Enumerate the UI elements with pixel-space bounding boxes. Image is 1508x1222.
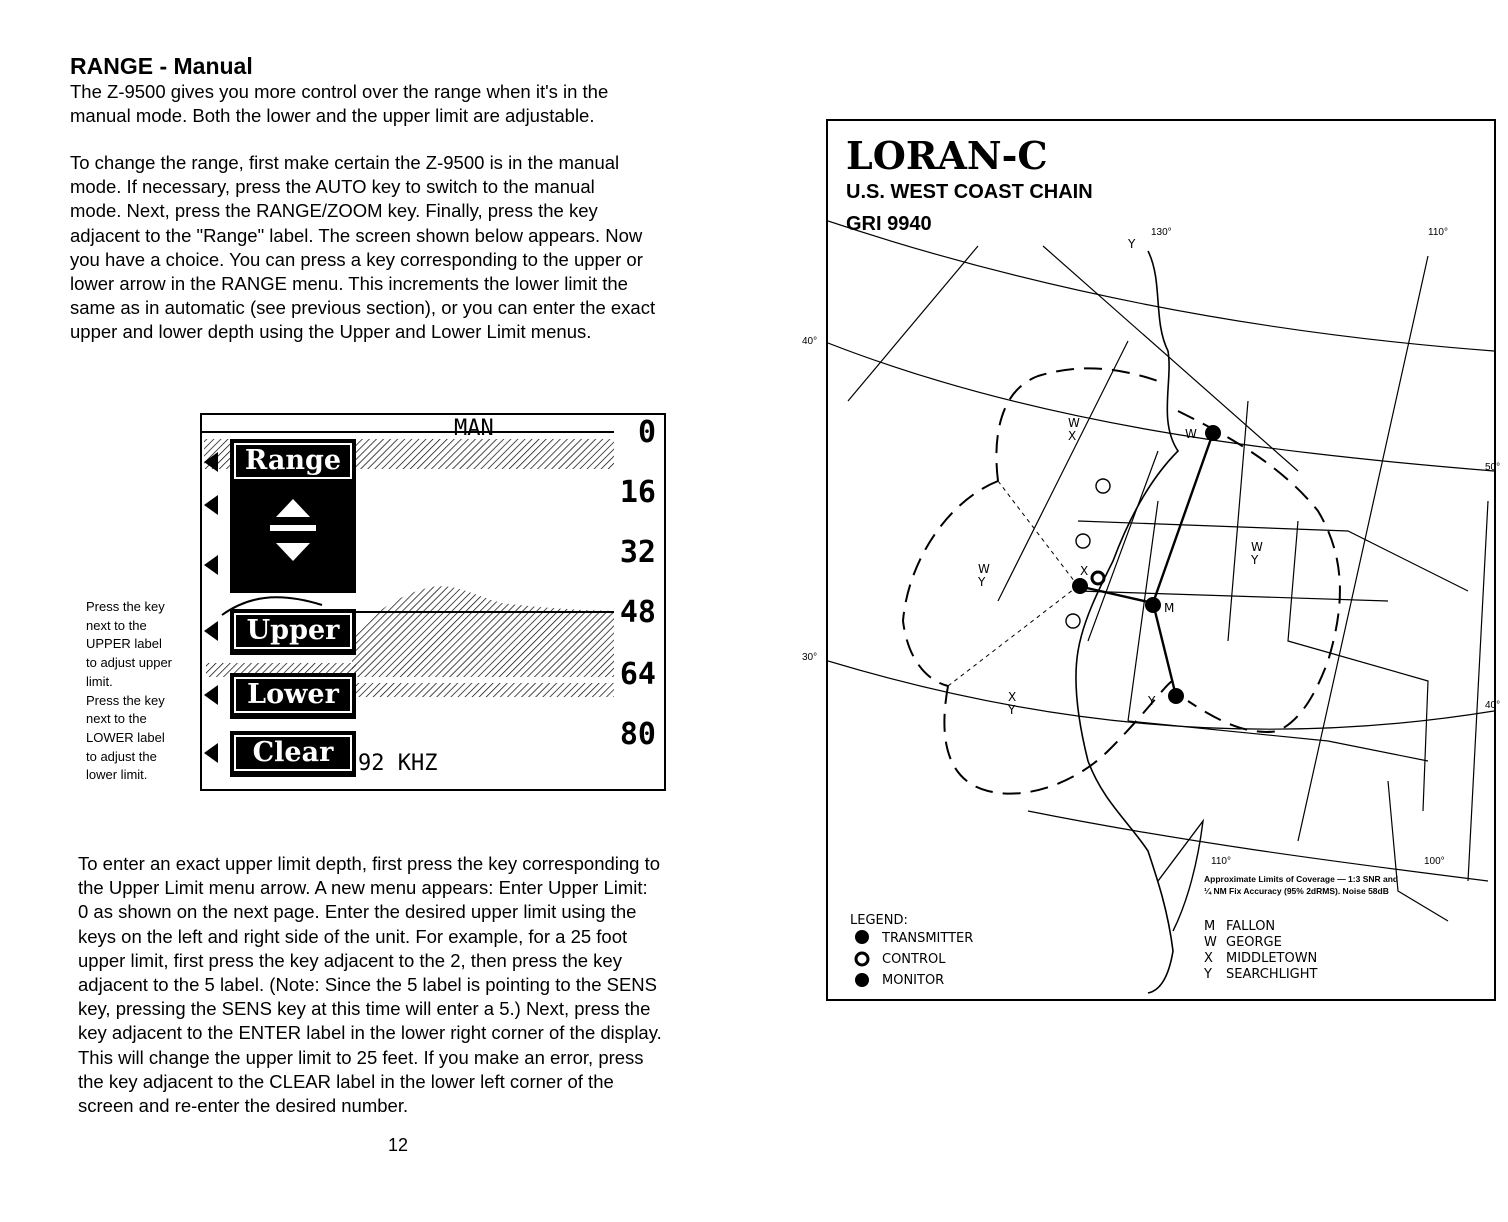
zone-letter: Y [978,575,986,589]
map-subtitle: U.S. WEST COAST CHAIN [846,181,1093,203]
zone-letter: X [1068,429,1077,443]
text-line: the Upper Limit menu arrow. A new menu appears: Enter Upper Limit: [78,877,648,899]
key-arrow-icon[interactable] [204,555,218,575]
note-line: to adjust the [86,748,157,764]
station-list [1204,919,1317,983]
note-line: to adjust upper [86,655,173,671]
mode-label: MAN [454,416,494,441]
up-down-arrows-icon[interactable] [232,481,354,581]
text-line: key adjacent to the ENTER label in the lower right corner of the display. [78,1022,662,1044]
latitude-label: 30° [802,652,818,663]
station-entry: X MIDDLETOWN [1204,951,1318,966]
zone-label-wy-right [1251,541,1263,567]
station-mark-y-top: Y [1128,237,1136,251]
text-line: This will change the upper limit to 25 feet. If you make an error, press [78,1046,644,1068]
page-number: 12 [388,1135,409,1155]
latitude-label: 40° [802,336,818,347]
text-line: adjacent to the "Range" label. The screen shown below appears. Now [70,224,643,246]
map-title: LORAN-C [846,133,1048,178]
station-mark-x: X [1080,564,1089,578]
monitor-1 [1096,479,1110,493]
longitude-label: 110° [1428,227,1448,238]
text-line: To enter an exact upper limit depth, first press the key corresponding to [78,853,661,874]
key-arrow-icon[interactable] [204,452,218,472]
coverage-note [1204,873,1398,897]
key-arrow-icon[interactable] [204,743,218,763]
lower-label: Lower [234,677,352,713]
zone-label-wy-left [978,563,990,589]
latitude-label: 40° [1485,700,1501,711]
text-line: upper and lower depth using the Upper and Lower Limit menus. [70,321,592,343]
note-line: next to the [86,617,147,633]
transmitter-m [1145,597,1161,613]
zone-letter: Y [1008,703,1016,717]
map-graphics [828,121,1494,999]
zone-letter: W [1068,416,1080,430]
zone-letter: W [1251,540,1263,554]
station-mark-y: Y [1148,694,1156,708]
transmitter-w [1205,425,1221,441]
text-line: To change the range, first make certain the Z-9500 is in the manual [70,152,620,173]
depth-scale-16: 16 [619,475,656,510]
range-paragraph [70,151,706,345]
control-station [1092,572,1104,584]
longitude-label: 100° [1424,856,1445,867]
clear-menu-button[interactable] [230,731,356,777]
note-line: lower limit. [86,767,148,783]
depth-scale-0: 0 [637,415,656,450]
text-line: the key adjacent to the CLEAR label in the lower left corner of the [78,1070,614,1092]
text-line: same as in automatic (see previous section), or you can enter the exact [70,297,656,319]
text-line: 0 as shown on the next page. Enter the desired upper limit using the [78,901,637,923]
longitude-label: 110° [1211,856,1231,867]
text-line: mode. If necessary, press the AUTO key to switch to the manual [70,176,595,198]
loran-map [826,119,1496,1001]
frequency-readout: 92 KHZ [358,751,438,776]
transmitter-y [1168,688,1184,704]
lower-menu-button[interactable] [230,673,356,719]
note-line: Press the key [86,599,165,614]
note-line: LOWER label [86,729,165,745]
text-line: screen and re-enter the desired number. [78,1095,409,1117]
note-line: Approximate Limits of Coverage — 1:3 SNR and [1204,874,1399,884]
note-line: ¼ NM Fix Accuracy (95% 2dRMS). Noise 58dB [1204,886,1389,896]
monitor-3 [1066,614,1080,628]
text-line: mode. Next, press the RANGE/ZOOM key. Finally, press the key [70,200,598,222]
text-line: lower arrow in the RANGE menu. This increments the lower limit the [70,273,628,295]
zone-label-xy [1008,691,1016,717]
side-note [86,598,172,785]
legend-monitor: MONITOR [882,973,945,988]
map-gri: GRI 9940 [846,213,932,235]
upper-limit-paragraph [78,852,712,1118]
longitude-label: 130° [1151,227,1172,238]
text-line: upper limit, first press the key adjacent to the 2, then press the key [78,949,622,971]
upper-label: Upper [234,613,352,649]
depth-scale-48: 48 [619,595,656,630]
station-entry: M FALLON [1204,919,1276,934]
baseline-m-y [1153,603,1176,696]
text-line: manual mode. Both the lower and the upper limit are adjustable. [70,105,595,127]
text-line: The Z-9500 gives you more control over the range when it's in the [70,81,609,102]
intro-paragraph [70,80,703,128]
latitude-label: 50° [1485,462,1501,473]
depth-scale-80: 80 [619,717,656,752]
monitor-2 [1076,534,1090,548]
station-mark-m: M [1164,601,1175,615]
zone-label-wx [1068,417,1080,443]
range-menu[interactable] [230,439,356,593]
transmitter-x [1072,578,1088,594]
station-entry: Y SEARCHLIGHT [1204,967,1318,982]
depth-scale-64: 64 [619,657,656,692]
sonar-screen [200,413,666,791]
legend-title: LEGEND: [850,913,908,928]
range-label: Range [234,443,352,479]
text-line: adjacent to the 5 label. (Note: Since the 5 label is pointing to the SENS [78,974,658,996]
upper-menu-button[interactable] [230,609,356,655]
text-line: key, pressing the SENS key at this time will enter a 5.) Next, press the [78,998,651,1020]
station-mark-w: W [1185,427,1197,441]
legend-transmitter: TRANSMITTER [882,931,974,946]
note-line: UPPER label [86,636,162,652]
clear-label: Clear [234,735,352,771]
text-line: you have a choice. You can press a key corresponding to the upper or [70,248,643,270]
note-line: Press the key [86,692,165,708]
text-line: keys on the left and right side of the unit. For example, for a 25 foot [78,925,628,947]
zone-letter: X [1008,690,1017,704]
map-legend [850,913,973,989]
key-arrow-icon[interactable] [204,621,218,641]
legend-control: CONTROL [882,952,946,967]
note-line: limit. [86,673,113,689]
station-entry: W GEORGE [1204,935,1282,950]
baseline-w-m [1153,433,1213,603]
depth-scale-32: 32 [619,535,656,570]
zone-letter: Y [1251,553,1259,567]
note-line: next to the [86,711,147,727]
key-arrow-icon[interactable] [204,495,218,515]
section-heading: RANGE - Manual [70,53,253,79]
key-arrow-icon[interactable] [204,685,218,705]
zone-letter: W [978,562,990,576]
baseline-x-m [1078,586,1153,603]
